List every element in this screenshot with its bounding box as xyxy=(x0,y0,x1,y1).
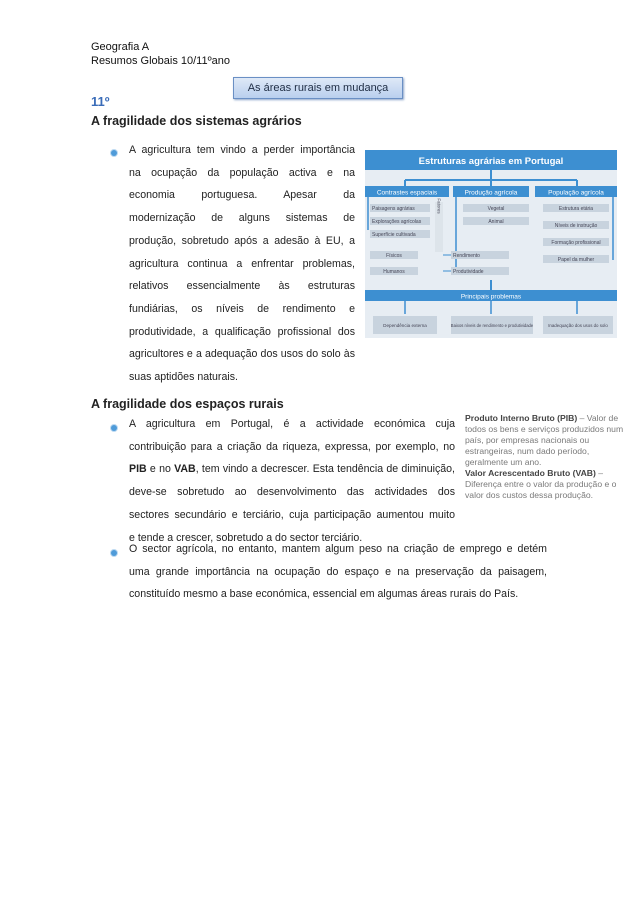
text-line: economia portuguesa. Apesar da xyxy=(129,189,355,202)
text-line: uma grande importância na ocupação do espaço e na preservação da paisagem, xyxy=(129,565,547,578)
text-line: sectores secundário e terciário, cuja participação aumentou muito xyxy=(129,508,455,521)
col2-sub: Rendimento xyxy=(453,253,480,259)
section-title-agrarian-systems: A fragilidade dos sistemas agrários xyxy=(91,114,302,128)
text-line: agricultura continua a enfrentar problemas, xyxy=(129,257,355,270)
vab-term: VAB xyxy=(174,463,196,476)
text-line: A agricultura tem vindo a perder importância xyxy=(129,144,355,156)
problem-item: Dependência externa xyxy=(383,323,427,328)
col1-item: Explorações agrícolas xyxy=(372,219,422,225)
text-line: na ocupação da população activa e na xyxy=(129,166,355,179)
text-line: modernização de alguns sistemas de xyxy=(129,212,355,225)
col3-item: Níveis de instrução xyxy=(554,223,598,229)
col1-item: Paisagens agrárias xyxy=(372,206,415,212)
col3-item: Papel da mulher xyxy=(557,257,595,263)
text-fragment: , tem vindo a decrescer. Esta tendência de diminuição, xyxy=(195,463,455,476)
col1-item: Superfície cultivada xyxy=(372,232,416,238)
document-subject: Geografia A xyxy=(91,41,150,53)
section-title-rural-spaces: A fragilidade dos espaços rurais xyxy=(91,397,284,411)
definitions-box xyxy=(465,413,625,501)
diagram-title: Estruturas agrárias em Portugal xyxy=(418,156,564,167)
col3-item: Estrutura etária xyxy=(558,206,594,212)
section2-paragraph-2 xyxy=(129,538,547,606)
document-subtitle: Resumos Globais 10/11ºano xyxy=(91,55,230,67)
definition-vab xyxy=(465,468,625,501)
section1-paragraph xyxy=(129,139,355,389)
text-fragment: e no xyxy=(146,463,175,476)
text-line: agricultores e a adequação dos usos do solo às xyxy=(129,348,355,361)
col3-header: População agrícola xyxy=(548,189,604,197)
text-line: e tende a crescer, sobretudo a do sector terciário. xyxy=(129,531,363,544)
col2-sub: Produtividade xyxy=(453,269,484,275)
definition-text: – Diferença entre o valor da produção e o valor dos custos dessa produção. xyxy=(465,468,617,500)
text-line: produtividade, a qualificação profissional dos xyxy=(129,325,355,338)
definition-text: – Valor de todos os bens e serviços produzidos num país, por empresas nacionais ou estrangeiras, num dado período, geralmente um ano. xyxy=(465,413,624,467)
col1-sub: Físicos xyxy=(386,253,402,259)
factors-label: Fatores xyxy=(436,198,442,214)
definition-pib xyxy=(465,413,625,468)
col2-item: Animal xyxy=(488,219,504,225)
col1-sub: Humanos xyxy=(383,269,405,275)
text-line: produção, sobretudo após a adesão à EU, a xyxy=(129,234,355,247)
problems-header: Principais problemas xyxy=(460,293,522,301)
problem-item: Inadequação dos usos do solo xyxy=(548,323,608,328)
text-line-pib-vab xyxy=(129,458,455,481)
pib-term: PIB xyxy=(129,463,147,476)
diagram-svg xyxy=(365,150,617,338)
text-line: suas aptidões naturais. xyxy=(129,371,238,384)
col2-item: Vegetal xyxy=(487,206,505,212)
text-line: constituído mesmo a base económica, essencial em algumas áreas rurais do País. xyxy=(129,588,519,601)
text-line: contribuição para a criação da riqueza, expressa, por exemplo, no xyxy=(129,440,455,453)
bullet-icon xyxy=(111,150,117,156)
text-line: deve-se sobretudo ao desenvolvimento das actividades dos xyxy=(129,486,455,499)
bullet-icon xyxy=(111,425,117,431)
text-line: relativos essencialmente às estruturas xyxy=(129,280,355,293)
col2-header: Produção agrícola xyxy=(464,189,518,197)
definition-term: Produto Interno Bruto (PIB) xyxy=(465,413,578,423)
text-line: O sector agrícola, no entanto, mantem algum peso na criação de emprego e detém xyxy=(129,543,547,555)
text-line: fundiárias, os níveis de rendimento e xyxy=(129,302,355,315)
col3-item: Formação profissional xyxy=(551,240,601,246)
text-line: A agricultura em Portugal, é a actividade económica cuja xyxy=(129,418,455,430)
col1-header: Contrastes espaciais xyxy=(376,189,438,197)
topic-box: As áreas rurais em mudança xyxy=(233,77,403,99)
definition-term: Valor Acrescentado Bruto (VAB) xyxy=(465,468,596,478)
section2-paragraph-1 xyxy=(129,413,455,549)
bullet-icon xyxy=(111,550,117,556)
grade-label: 11º xyxy=(91,94,110,109)
agrarian-structures-diagram xyxy=(365,150,617,338)
problem-item: Baixos níveis de rendimento e produtividade xyxy=(450,323,534,328)
